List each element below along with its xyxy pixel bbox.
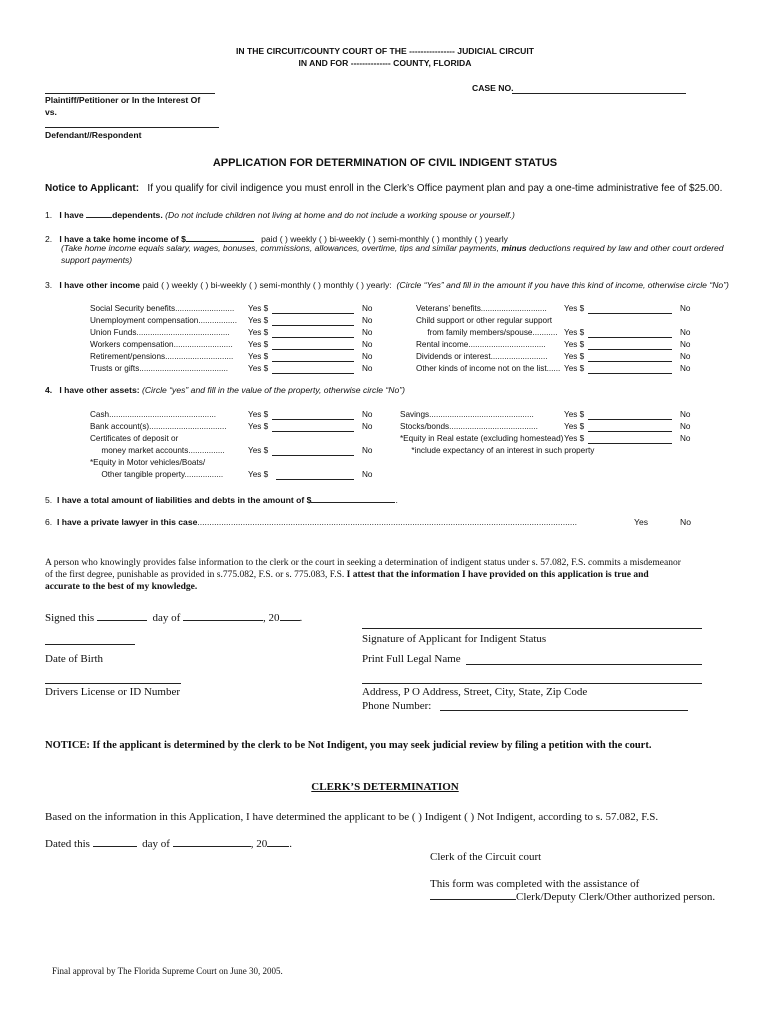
amount-field[interactable] <box>588 373 672 374</box>
asset-row: *include expectancy of an interest in such property <box>400 446 595 455</box>
q1-text-a: I have <box>59 210 84 220</box>
dated-period: . <box>289 838 292 850</box>
q4-note: (Circle “yes” and fill in the value of the property, otherwise circle “No”) <box>141 385 405 395</box>
q6-dots: ............................................................................................................................................................... <box>197 518 578 527</box>
dated-day-field[interactable] <box>93 838 137 847</box>
amount-field[interactable] <box>588 419 672 420</box>
amount-field[interactable] <box>272 431 354 432</box>
assistant-name-field[interactable] <box>430 891 516 900</box>
q5-number: 5. <box>45 495 53 505</box>
signed-this-label: Signed this <box>45 612 95 624</box>
amount-field[interactable] <box>588 337 672 338</box>
clerk-determination-heading: CLERK’S DETERMINATION <box>311 781 459 793</box>
income-row: Rental income.................................. Yes $ No <box>416 340 691 349</box>
signed-row <box>45 612 302 625</box>
asset-row: Bank account(s).................................. Yes $ No <box>90 422 373 431</box>
court-line-1: IN THE CIRCUIT/COUNTY COURT OF THE ---------------- JUDICIAL CIRCUIT <box>235 46 535 56</box>
signed-day-of-label: day of <box>152 612 181 624</box>
address-label: Address, P O Address, Street, City, State, Zip Code <box>362 686 588 698</box>
warning-line-3: accurate to the best of my knowledge. <box>45 582 198 592</box>
clerk-determination-text: Based on the information in this Application, I have determined the applicant to be ( ) Indigent ( ) Not Indigent, according to s. 57.082, F.S. <box>45 811 659 823</box>
liabilities-field[interactable] <box>311 494 398 505</box>
q4-number: 4. <box>45 385 53 395</box>
case-no-field[interactable] <box>512 93 686 94</box>
clerk-title: Clerk of the Circuit court <box>430 851 542 863</box>
phone-field[interactable] <box>440 710 688 711</box>
asset-row: Stocks/bonds....................................... Yes $ No <box>400 422 691 431</box>
q3-note: (Circle “Yes” and fill in the amount if you have this kind of income, otherwise circle “No”) <box>396 280 729 290</box>
dob-label: Date of Birth <box>45 653 104 665</box>
income-row: Unemployment compensation................. Yes $ No <box>90 316 373 325</box>
lawyer-yes[interactable]: Yes <box>634 517 649 527</box>
income-row: Workers compensation.......................... Yes $ No <box>90 340 373 349</box>
asset-row: Savings.............................................. Yes $ No <box>400 410 691 419</box>
q2-note-minus: minus <box>501 243 527 253</box>
q6-text: I have a private lawyer in this case <box>56 518 198 527</box>
q5-text: I have a total amount of liabilities and debts in the amount of $ <box>56 495 312 505</box>
signature-label: Signature of Applicant for Indigent Status <box>362 633 547 645</box>
q2-number: 2. <box>45 234 53 244</box>
plaintiff-label: Plaintiff/Petitioner or In the Interest Of <box>45 95 201 105</box>
dated-year-prefix: , 20 <box>250 838 268 850</box>
asset-row: *Equity in Motor vehicles/Boats/ <box>90 458 206 467</box>
signed-year-prefix: , 20 <box>263 612 280 624</box>
q3-text-a: I have other income <box>59 280 141 290</box>
asset-row: *Equity in Real estate (excluding homestead) Yes $ No <box>400 434 691 443</box>
warning-line-2a: of the first degree, punishable as provided in s.775.082, F.S. or s. 775.083, F.S. <box>45 570 345 580</box>
notice-text: If you qualify for civil indigence you must enroll in the Clerk’s Office payment plan and pay a one-time administrative fee of $25.00. <box>147 183 723 194</box>
amount-field[interactable] <box>588 349 672 350</box>
q2-frequency-options[interactable]: paid ( ) weekly ( ) bi-weekly ( ) semi-monthly ( ) monthly ( ) yearly <box>261 234 508 244</box>
dated-month-field[interactable] <box>173 838 251 847</box>
q2-note-line-2: support payments) <box>61 255 133 265</box>
phone-label: Phone Number: <box>362 700 432 712</box>
signed-month-field[interactable] <box>183 612 263 621</box>
question-6 <box>45 518 625 528</box>
assets-left <box>90 410 380 482</box>
clerk-roles-row <box>430 891 715 904</box>
judicial-review-notice: NOTICE: If the applicant is determined by the clerk to be Not Indigent, you may seek judicial review by filing a petition with the court. <box>45 740 652 751</box>
amount-field[interactable] <box>272 373 354 374</box>
lawyer-no[interactable]: No <box>680 517 691 527</box>
question-4 <box>45 386 405 396</box>
dated-day-of-label: day of <box>142 838 170 850</box>
license-label: Drivers License or ID Number <box>45 686 181 698</box>
amount-field[interactable] <box>272 325 354 326</box>
asset-row: Other tangible property................. Yes $ No <box>90 470 373 479</box>
notice-row <box>45 183 722 195</box>
amount-field[interactable] <box>272 313 354 314</box>
plaintiff-field[interactable] <box>45 93 215 94</box>
asset-row: money market accounts................ Yes $ No <box>90 446 373 455</box>
print-name-field[interactable] <box>466 664 702 665</box>
dated-row <box>45 838 292 851</box>
income-row: Union Funds......................................... Yes $ No <box>90 328 373 337</box>
income-row: Retirement/pensions.............................. Yes $ No <box>90 352 373 361</box>
dated-this-label: Dated this <box>45 838 90 850</box>
take-home-income-field[interactable] <box>186 233 254 242</box>
amount-field[interactable] <box>588 443 672 444</box>
print-name-label: Print Full Legal Name <box>362 653 461 665</box>
income-row: Trusts or gifts....................................... Yes $ No <box>90 364 373 373</box>
q5-end: . <box>395 495 398 505</box>
q2-note-c: deductions required by law and other court ordered <box>529 243 724 253</box>
amount-field[interactable] <box>276 479 354 480</box>
footer-approval: Final approval by The Florida Supreme Court on June 30, 2005. <box>52 966 283 976</box>
defendant-field[interactable] <box>45 127 219 128</box>
clerk-roles-label: Clerk/Deputy Clerk/Other authorized person. <box>516 891 716 903</box>
warning-line-1: A person who knowingly provides false information to the clerk or the court in seeking a determination of indigent status under s. 57.082, F.S. commits a misdemeanor <box>45 558 681 568</box>
amount-field[interactable] <box>588 361 672 362</box>
q2-note-a: (Take home income equals salary, wages, bonuses, commissions, allowances, overtime, tips and similar payments, <box>61 243 499 253</box>
signed-year-field[interactable] <box>280 612 300 621</box>
amount-field[interactable] <box>272 419 354 420</box>
completed-with-label: This form was completed with the assistance of <box>430 878 640 890</box>
case-no-label: CASE NO. <box>472 83 514 93</box>
q1-note: (Do not include children not living at home and do not include a working spouse or yourself.) <box>165 210 515 220</box>
q3-frequency-options[interactable]: paid ( ) weekly ( ) bi-weekly ( ) semi-monthly ( ) monthly ( ) yearly: <box>142 280 392 290</box>
amount-field[interactable] <box>272 337 354 338</box>
notice-label: Notice to Applicant: <box>45 183 140 194</box>
question-3 <box>45 281 729 291</box>
q1-number: 1. <box>45 210 53 220</box>
amount-field[interactable] <box>588 431 672 432</box>
q2-text-a: I have a take home income of $ <box>59 234 186 244</box>
dependents-field[interactable] <box>86 209 112 218</box>
dob-field[interactable] <box>45 644 135 645</box>
question-5 <box>45 494 398 506</box>
income-row: Other kinds of income not on the list...... Yes $ No <box>416 364 691 373</box>
income-row: from family members/spouse........... Yes $ No <box>416 328 691 337</box>
amount-field[interactable] <box>272 361 354 362</box>
other-income-right <box>416 304 696 376</box>
signed-period: . <box>299 612 303 624</box>
other-income-left <box>90 304 380 376</box>
q1-text-b: dependents. <box>112 210 163 220</box>
assets-right <box>400 410 696 458</box>
address-field[interactable] <box>362 683 702 684</box>
income-row: Child support or other regular support <box>416 316 553 325</box>
amount-field[interactable] <box>272 349 354 350</box>
income-row: Social Security benefits.......................... Yes $ No <box>90 304 373 313</box>
vs-label: vs. <box>45 107 57 117</box>
income-row: Veterans’ benefits............................. Yes $ No <box>416 304 691 313</box>
amount-field[interactable] <box>588 313 672 314</box>
warning-line-2b: I attest that the information I have provided on this application is true and <box>346 570 649 580</box>
signed-day-field[interactable] <box>97 612 147 621</box>
court-line-2: IN AND FOR -------------- COUNTY, FLORIDA <box>298 58 472 68</box>
asset-row: Cash............................................... Yes $ No <box>90 410 373 419</box>
q6-number: 6. <box>45 518 53 527</box>
license-field[interactable] <box>45 683 181 684</box>
income-row: Dividends or interest......................... Yes $ No <box>416 352 691 361</box>
dated-year-field[interactable] <box>267 838 289 847</box>
page-title: APPLICATION FOR DETERMINATION OF CIVIL INDIGENT STATUS <box>212 157 558 169</box>
warning-line-2 <box>45 570 649 581</box>
question-1 <box>45 209 515 221</box>
q2-note-line-1 <box>61 244 724 254</box>
q3-number: 3. <box>45 280 53 290</box>
amount-field[interactable] <box>272 455 354 456</box>
asset-row: Certificates of deposit or <box>90 434 179 443</box>
signature-field[interactable] <box>362 628 702 629</box>
defendant-label: Defendant//Respondent <box>45 130 142 140</box>
q4-text-a: I have other assets: <box>59 385 140 395</box>
